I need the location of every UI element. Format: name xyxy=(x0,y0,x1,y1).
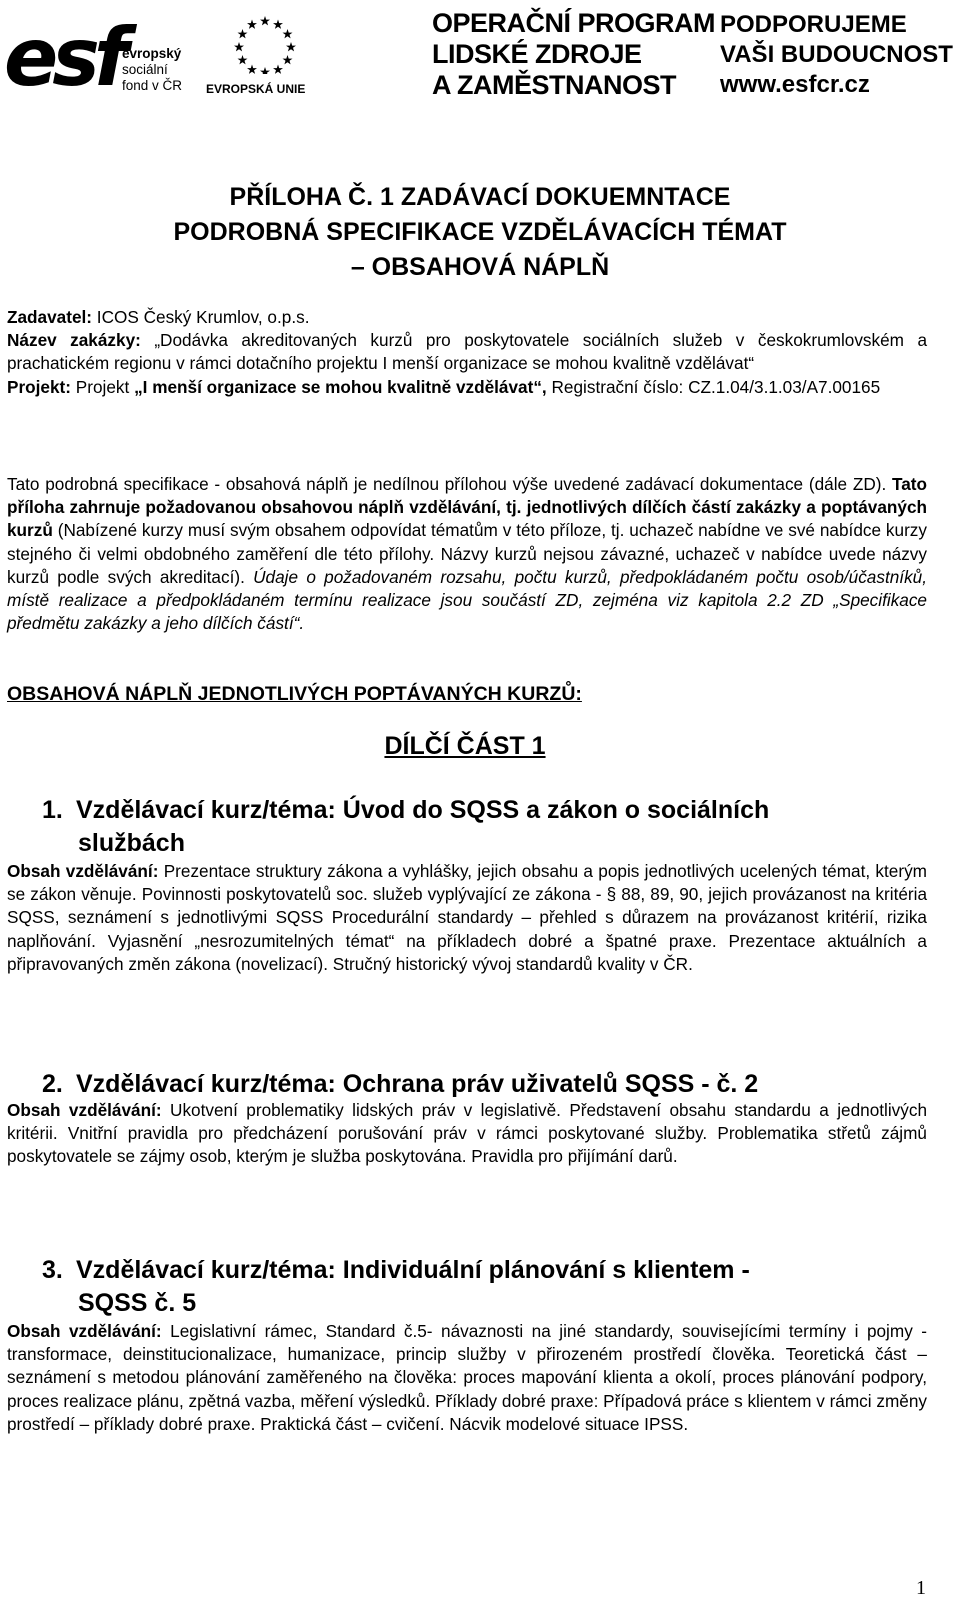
section-heading: OBSAHOVÁ NÁPLŇ JEDNOTLIVÝCH POPTÁVANÝCH KURZŮ: xyxy=(7,683,582,705)
spec-text: Tato podrobná specifikace - obsahová náplň je nedílnou přílohou výše uvedené zadávací dokumentace (dále ZD). xyxy=(7,474,887,494)
op-logo xyxy=(432,8,715,101)
course-number: 2. xyxy=(42,1070,63,1098)
spec-italic-text: Údaje o požadovaném rozsahu, počtu kurzů, předpokládaném počtu osob/účastníků, místě realizace a předpokládaném termínu realizace jsou součástí ZD, zejména viz kapitola 2.2 ZD „Specifikace předmětu zakázky a jeho dílčích částí“. xyxy=(7,566,928,634)
obsah-label: Obsah vzdělávání: xyxy=(7,1321,162,1341)
eu-logo xyxy=(206,10,326,100)
esf-text-line: sociální xyxy=(122,62,168,77)
slogan-line: PODPORUJEME xyxy=(720,11,907,38)
eu-flag-icon xyxy=(226,10,304,74)
part-heading: DÍLČÍ ČÁST 1 xyxy=(384,732,546,760)
nazev-line xyxy=(7,329,927,375)
spec-paragraph xyxy=(7,473,927,635)
course-content xyxy=(7,1320,927,1436)
esf-text-line: evropský xyxy=(122,46,182,61)
course-heading xyxy=(42,1068,927,1101)
course-heading-line xyxy=(42,1068,927,1101)
slogan-line: VAŠI BUDOUCNOST xyxy=(720,41,953,68)
course-content-text: Ukotvení problematiky lidských práv v legislativě. Představení obsahu standardu a jednotlivých kritérii. Vnitřní pravidla pro předcházení porušování práv v rámci poskytované služby. Problematika střetů zájmů poskytovatele se zájmy osob, kterým je služba poskytována. Pravidla pro přijímání darů. xyxy=(7,1100,928,1167)
course-heading xyxy=(42,1254,927,1320)
course-heading xyxy=(42,794,927,860)
op-line: LIDSKÉ ZDROJE xyxy=(432,39,642,69)
spec-text: (Nabízené kurzy musí svým obsahem odpovídat tématům v této příloze, tj. uchazeč nabídne ve své nabídce kurzy stejného či velmi obdobného zaměření dle této přílohy. Názvy kurzů nejsou závazné, uchazeč v nabídce uvede názvy kurzů podle svých akreditací). xyxy=(7,520,927,587)
document-title xyxy=(0,180,960,285)
esf-logo xyxy=(4,11,196,104)
course-content xyxy=(7,1099,927,1169)
nazev-label: Název zakázky: xyxy=(7,330,141,351)
projekt-prefix: Projekt xyxy=(75,376,130,397)
course-heading-line xyxy=(42,1254,927,1287)
course-title: Vzdělávací kurz/téma: Úvod do SQSS a zákon o sociálních xyxy=(76,796,770,824)
title-line: PODROBNÁ SPECIFIKACE VZDĚLÁVACÍCH TÉMAT xyxy=(173,218,787,246)
obsah-label: Obsah vzdělávání: xyxy=(7,1100,162,1120)
course-title-cont: SQSS č. 5 xyxy=(78,1289,197,1317)
slogan-url: www.esfcr.cz xyxy=(720,71,870,98)
course-number: 3. xyxy=(42,1256,63,1284)
esf-text-line: fond v ČR xyxy=(122,78,183,93)
course-heading-line xyxy=(42,794,927,827)
op-line: OPERAČNÍ PROGRAM xyxy=(432,8,716,38)
slogan xyxy=(720,10,953,100)
projekt-name: „I menší organizace se mohou kvalitně vzdělávat“, xyxy=(134,376,547,397)
obsah-label: Obsah vzdělávání: xyxy=(7,861,159,881)
course-title: Vzdělávací kurz/téma: Ochrana práv uživatelů SQSS - č. 2 xyxy=(76,1070,759,1098)
spec-bold-text: Tato příloha zahrnuje požadovanou obsahovou náplň vzdělávání, tj. jednotlivých dílčích částí zakázky a poptávaných kurzů xyxy=(7,474,927,541)
projekt-reg: Registrační číslo: CZ.1.04/3.1.03/A7.00165 xyxy=(551,376,881,397)
course-content xyxy=(7,860,927,976)
course-number: 1. xyxy=(42,796,63,824)
course-content-text: Legislativní rámec, Standard č.5- návaznosti na jiné standardy, souvisejícími termíny i pojmy -transformace, deinstitucionalizace, humanizace, princip služby v přirozeném prostředí člověka. Teoretická část – seznámení s metodou plánování zaměřeného na člověka: proces mapování klienta a okolí, proces plánování podpory, proces realizace plánu, zpětná vazba, měření výsledků. Příklady dobré praxe: Případová práce s klientem v rámci změny prostředí – příklady dobré praxe. Praktická část – cvičení. Nácvik modelové situace IPSS. xyxy=(7,1321,928,1434)
page-header xyxy=(0,0,960,110)
op-line: A ZAMĚSTNANOST xyxy=(432,70,676,100)
nazev-value: „Dodávka akreditovaných kurzů pro poskytovatele sociálních služeb v českokrumlovském a prachatickém regionu v rámci dotačního projektu I menší organizace se mohou kvalitně vzdělávat“ xyxy=(7,330,928,374)
course-content-text: Prezentace struktury zákona a vyhlášky, jejich obsahu a popis jednotlivých ucelených témat, kterým se zákon věnuje. Povinnosti poskytovatelů soc. služeb vyplývající ze zákona - § 88, 89, 90, jejich provázanost na kritéria SQSS, seznámení s jednotlivými SQSS Procedurální standardy – přehled s důrazem na provázanost kritérií, rizika naplňování. Vyjasnění „nesrozumitelných témat“ na příkladech dobré a špatné praxe. Prezentace aktuálních a připravovaných změn zákona (novelizací). Stručný historický vývoj standardů kvality v ČR. xyxy=(7,861,927,974)
page-number: 1 xyxy=(916,1577,926,1599)
title-line: PŘÍLOHA Č. 1 ZADÁVACÍ DOKUEMNTACE xyxy=(229,183,731,211)
course-title-cont: službách xyxy=(78,829,185,857)
title-line: – OBSAHOVÁ NÁPLŇ xyxy=(350,253,610,281)
zadavatel-line xyxy=(7,306,927,329)
projekt-label: Projekt: xyxy=(7,376,71,397)
intro-block xyxy=(7,306,927,399)
course-title: Vzdělávací kurz/téma: Individuální plánování s klientem - xyxy=(76,1256,750,1284)
zadavatel-label: Zadavatel: xyxy=(7,307,93,327)
zadavatel-value: ICOS Český Krumlov, o.p.s. xyxy=(96,307,310,327)
esf-logo-letters: esf xyxy=(4,11,123,104)
projekt-line xyxy=(7,376,927,399)
esf-logo-text xyxy=(122,46,182,94)
eu-logo-text: EVROPSKÁ UNIE xyxy=(206,82,306,96)
